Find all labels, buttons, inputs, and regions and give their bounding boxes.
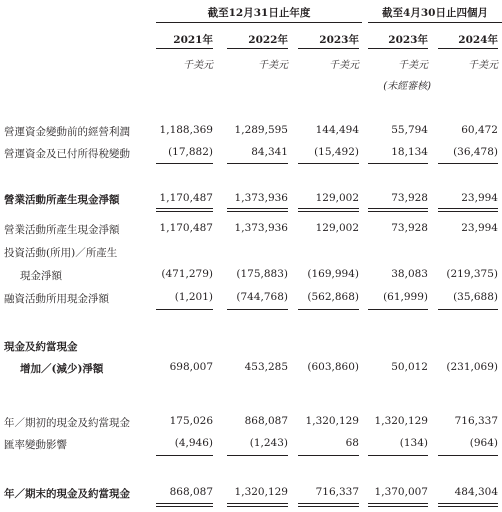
total-double-rule — [156, 503, 213, 507]
cell: 484,304 — [454, 486, 498, 498]
subtotal-rule — [298, 163, 359, 164]
cell: 1,373,936 — [234, 192, 288, 204]
total-double-rule — [298, 208, 359, 212]
cell: 1,320,129 — [374, 415, 428, 427]
cell: (175,883) — [236, 268, 288, 280]
total-double-rule — [438, 503, 498, 507]
cell: 716,337 — [315, 486, 359, 498]
subtotal-rule — [368, 309, 428, 310]
year-rule-2021 — [156, 48, 213, 49]
subtotal-rule — [438, 163, 498, 164]
cell: (471,279) — [161, 268, 213, 280]
row-label: 營業活動所產生現金淨額 — [4, 224, 120, 236]
subtotal-rule — [298, 455, 359, 456]
row-label: 年／期初的現金及約當現金 — [4, 417, 130, 429]
cell: (562,868) — [307, 291, 359, 303]
cell: 60,472 — [461, 124, 498, 136]
cell: 50,012 — [391, 361, 428, 373]
total-double-rule — [227, 503, 288, 507]
total-double-rule — [368, 503, 428, 507]
subtotal-rule — [368, 163, 428, 164]
row-label: 現金及約當現金 — [4, 341, 78, 353]
cell: 23,994 — [461, 192, 498, 204]
cell: 129,002 — [315, 222, 359, 234]
unit-2023-period: 千美元 — [398, 60, 428, 71]
row-label-continued: 現金淨額 — [20, 270, 62, 282]
subtotal-rule — [438, 309, 498, 310]
cell: 1,170,487 — [159, 192, 213, 204]
subtotal-rule — [156, 455, 213, 456]
cell: 129,002 — [315, 192, 359, 204]
year-rule-2023-period — [368, 48, 428, 49]
row-label: 融資活動所用現金淨額 — [4, 293, 109, 305]
cell: 1,289,595 — [234, 124, 288, 136]
row-label-continued: 增加／(減少)淨額 — [20, 363, 104, 375]
cell: 1,188,369 — [159, 124, 213, 136]
cell: 1,320,129 — [305, 415, 359, 427]
row-label: 營運資金及已付所得稅變動 — [4, 148, 130, 160]
row-label: 營運資金變動前的經營利潤 — [4, 126, 130, 138]
cell: 68 — [345, 437, 359, 449]
cell: (15,492) — [314, 146, 359, 158]
row-label: 投資活動(所用)／所產生 — [4, 247, 118, 259]
total-double-rule — [368, 208, 428, 212]
cell: (17,882) — [168, 146, 213, 158]
cell: (219,375) — [446, 268, 498, 280]
unit-2022: 千美元 — [258, 60, 288, 71]
cell: (603,860) — [307, 361, 359, 373]
cell: (134) — [399, 437, 428, 449]
cell: 698,007 — [169, 361, 213, 373]
cell: (1,201) — [174, 291, 213, 303]
year-2022: 2022年 — [248, 34, 288, 46]
subtotal-rule — [227, 455, 288, 456]
unit-2023: 千美元 — [329, 60, 359, 71]
year-rule-2022 — [227, 48, 288, 49]
unit-2024-period: 千美元 — [468, 60, 498, 71]
cell: 144,494 — [315, 124, 359, 136]
total-double-rule — [298, 503, 359, 507]
cell: (1,243) — [249, 437, 288, 449]
subtotal-rule — [227, 309, 288, 310]
year-2023: 2023年 — [319, 34, 359, 46]
cell: (964) — [469, 437, 498, 449]
cell: 18,134 — [391, 146, 428, 158]
year-rule-2024-period — [438, 48, 498, 49]
subtotal-rule — [368, 455, 428, 456]
cell: 84,341 — [251, 146, 288, 158]
cell: (61,999) — [383, 291, 428, 303]
cell: 1,170,487 — [159, 222, 213, 234]
unaudited-note: (未經審核) — [383, 81, 431, 92]
total-double-rule — [227, 208, 288, 212]
cell: 868,087 — [169, 486, 213, 498]
cell: (35,688) — [453, 291, 498, 303]
cell: 175,026 — [169, 415, 213, 427]
row-label: 匯率變動影響 — [4, 439, 67, 451]
unit-2021: 千美元 — [183, 60, 213, 71]
group-header-four-months: 截至4月30日止四個月 — [382, 7, 488, 19]
cell: 73,928 — [391, 222, 428, 234]
cell: 1,320,129 — [234, 486, 288, 498]
cell: 55,794 — [391, 124, 428, 136]
row-label: 營業活動所產生現金淨額 — [4, 194, 120, 206]
year-rule-2023 — [298, 48, 359, 49]
cell: 868,087 — [244, 415, 288, 427]
cell: (4,946) — [174, 437, 213, 449]
subtotal-rule — [156, 309, 213, 310]
cell: (36,478) — [453, 146, 498, 158]
cell: (744,768) — [236, 291, 288, 303]
total-double-rule — [438, 208, 498, 212]
cell: 23,994 — [461, 222, 498, 234]
subtotal-rule — [227, 163, 288, 164]
cell: (231,069) — [446, 361, 498, 373]
subtotal-rule — [156, 163, 213, 164]
cell: 716,337 — [454, 415, 498, 427]
year-2021: 2021年 — [173, 34, 213, 46]
total-double-rule — [156, 208, 213, 212]
cell: 73,928 — [391, 192, 428, 204]
cell: 38,083 — [391, 268, 428, 280]
group-rule-period — [368, 22, 502, 23]
cell: 1,373,936 — [234, 222, 288, 234]
group-rule-year — [156, 22, 362, 23]
year-2023-period: 2023年 — [388, 34, 428, 46]
row-label: 年／期末的現金及約當現金 — [4, 488, 130, 500]
year-2024-period: 2024年 — [458, 34, 498, 46]
cell: 1,370,007 — [374, 486, 428, 498]
cell: (169,994) — [307, 268, 359, 280]
subtotal-rule — [298, 309, 359, 310]
cell: 453,285 — [244, 361, 288, 373]
group-header-year-ended: 截至12月31日止年度 — [207, 7, 311, 19]
subtotal-rule — [438, 455, 498, 456]
